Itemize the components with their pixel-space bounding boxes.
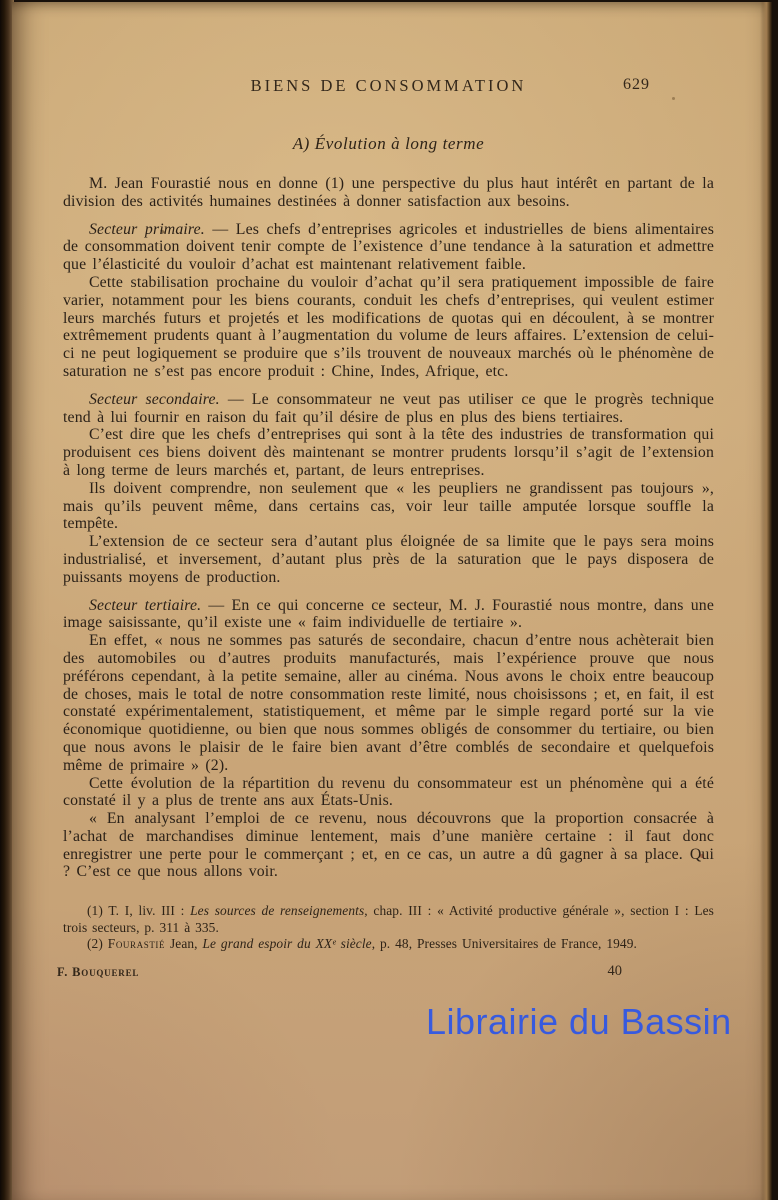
- paragraph-en-effet: [63, 632, 714, 774]
- paragraph-text: L’extension de ce secteur sera d’autant plus éloignée de sa limite que le pays sera moins industrialisé, et inversement, d’autant plus près de la saturation que le pays disposera de puissants moyens de production.: [63, 533, 714, 586]
- footnote-1: [63, 903, 714, 936]
- page: [12, 2, 772, 1200]
- paragraph-text: — Le consommateur ne veut pas utiliser ce que le progrès technique tend à lui fournir en raison du fait qu’il désire de plus en plus des biens tertiaires.: [63, 390, 714, 426]
- paragraph-lead-italic: Secteur secondaire.: [89, 390, 220, 408]
- paragraph-stabilisation: [63, 274, 714, 381]
- running-head: [63, 76, 714, 98]
- running-head-title: BIENS DE CONSOMMATION: [250, 76, 527, 95]
- bookseller-watermark: Librairie du Bassin: [426, 1001, 732, 1042]
- footnote-text: (2): [87, 936, 108, 952]
- paragraph-secteur-secondaire: [63, 391, 714, 427]
- footer-signature-number: 40: [607, 963, 622, 980]
- body-text: [63, 175, 714, 881]
- footnote-2: [63, 936, 714, 953]
- paragraph-text: — Les chefs d’entreprises agricoles et industrielles de biens alimentaires de consommation doivent tenir compte de l’existence d’une tendance à la saturation et admettre que l’élasticité du vouloir d’achat est maintenant relativement faible.: [63, 220, 714, 274]
- paragraph-text: « En analysant l’emploi de ce revenu, nous découvrons que la proportion consacrée à l’achat de marchandises diminue lentement, mais d’une manière certaine : il faut donc enregistrer une perte pour le commerçant ; et, en ce cas, un autre a dû gagner à sa place. Qui ? C’est ce que nous allons voir.: [63, 810, 714, 881]
- footnote-text: , chap. III : « Activité productive générale », section I : Les trois secteurs, p. 311 à 335.: [63, 903, 714, 935]
- footnote-book-title: Les sources de renseignements: [190, 903, 365, 919]
- footnote-text: (1) T. I, liv. III :: [87, 903, 191, 919]
- footnote-text: , p. 48, Presses Universitaires de France, 1949.: [371, 936, 637, 952]
- paragraph-lead-italic: Secteur tertiaire.: [89, 596, 202, 614]
- paragraph-analyse-revenu: [63, 810, 714, 881]
- paragraph-extension-secteur: [63, 533, 714, 586]
- footer-author-name: F. Bouquerel: [57, 965, 140, 980]
- paragraph-text: M. Jean Fourastié nous en donne (1) une perspective du plus haut intérêt en partant de la division des activités humaines destinées à donner satisfaction aux besoins.: [63, 175, 714, 210]
- paragraph-industries-transformation: [63, 426, 714, 479]
- page-footer: [57, 963, 714, 981]
- paragraph-evolution-revenu: [63, 775, 714, 811]
- page-content: [57, 2, 715, 981]
- paragraph-text: Cette stabilisation prochaine du vouloir d’achat qu’il sera pratiquement impossible de faire varier, notamment pour les biens courants, conduit les chefs d’entreprises, qui veulent estimer leurs marchés futurs et projetés et les modifications de quotas qui en découlent, à se montrer extrêmement prudents quant à l’augmentation du volume de leurs affaires. L’extension de celui-ci ne peut logiquement se produire que s’ils trouvent de nouveaux marchés où le phénomène de saturation ne s’est pas encore produit : Chine, Indes, Afrique, etc.: [63, 273, 714, 380]
- paragraph-intro: [63, 175, 714, 211]
- paragraph-text: Cette évolution de la répartition du revenu du consommateur est un phénomène qui a été constaté il y a plus de trente ans aux États-Unis.: [63, 774, 714, 810]
- paragraph-text: Ils doivent comprendre, non seulement que « les peupliers ne grandissent pas toujours », mais qu’ils peuvent même, dans certains cas, voir leur taille amputée lorsque souffle la tempête.: [63, 479, 714, 533]
- paragraph-lead-italic: Secteur primaire.: [89, 220, 205, 238]
- footnotes: [63, 903, 714, 953]
- footnote-author-name: Fourastié: [107, 936, 166, 952]
- paragraph-secteur-tertiaire: [63, 597, 714, 633]
- paragraph-text: — En ce qui concerne ce secteur, M. J. Fourastié nous montre, dans une image saisissante, qu’il existe une « faim individuelle de tertiaire ».: [63, 596, 715, 632]
- footnote-book-title: Le grand espoir du XXᵉ siècle: [202, 936, 372, 952]
- paragraph-text: En effet, « nous ne sommes pas saturés de secondaire, chacun d’entre nous achèterait bien des automobiles ou d’autres produits manufacturés, mais l’expérience prouve que nous préférons cependant, à la petite semaine, aller au cinéma. Nous avons le choix entre beaucoup de choses, mais le total de notre consommation reste limité, nous choisissons ; et, en fait, il est constaté expérimentalement, statistiquement, et même par le simple regard porté sur la vie économique quotidienne, ou bien que nous sommes obligés de consommer du tertiaire, ou bien que nous avons le plaisir de le faire bien avant d’être comblés de secondaire et quelquefois même de primaire » (2).: [63, 632, 714, 774]
- page-number: 629: [623, 76, 650, 93]
- page-edges-right: [760, 2, 772, 1200]
- footnote-text: Jean,: [165, 936, 203, 952]
- paragraph-peupliers: [63, 480, 714, 533]
- paragraph-secteur-primaire: [63, 221, 714, 274]
- section-title: A) Évolution à long terme: [292, 134, 485, 153]
- paragraph-text: C’est dire que les chefs d’entreprises qui sont à la tête des industries de transformation qui produisent ces biens doivent dès maintenant se montrer prudents lorsqu’il s’agit de l’extension à long terme de leurs marchés et, partant, de leurs entreprises.: [63, 426, 714, 479]
